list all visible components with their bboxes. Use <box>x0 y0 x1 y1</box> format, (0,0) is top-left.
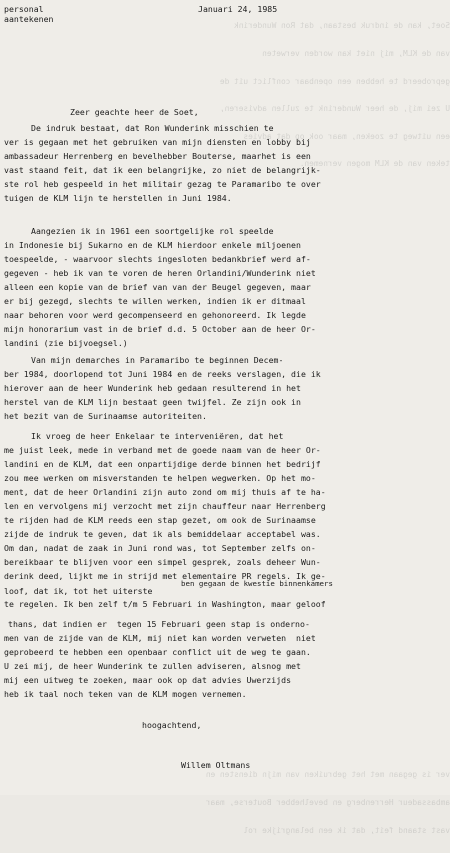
letter-line: landini en de KLM, dat een onpartijdige derde binnen het bedrijf <box>4 459 321 469</box>
letter-line: len en vervolgens mij verzocht met zijn chauffeur naar Herrenberg <box>4 501 326 511</box>
letter-line: te regelen. Ik ben zelf t/m 5 Februari in Washington, maar geloof <box>4 599 326 609</box>
letter-line: derink deed, lijkt me in strijd met elementaire PR regels. Ik ge- <box>4 571 326 581</box>
letter-line: alleen een kopie van de brief van van der Beugel gegeven, maar <box>4 282 311 292</box>
letter-line: loof, dat ik, tot het uiterste <box>4 586 153 596</box>
interlinear-insertion: ben gegaan de kwestie binnenkamers <box>181 579 333 588</box>
letter-line: U zei mij, de heer Wunderink te zullen adviseren, alsnog met <box>4 661 301 671</box>
closing: hoogachtend, <box>142 720 202 730</box>
letter-line: zou mee werken om misverstanden te helpen wegwerken. Op het mo- <box>4 473 316 483</box>
letter-line: Ik vroeg de heer Enkelaar te interveniëren, dat het <box>31 431 284 441</box>
bleed-line: een uitweg te zoeken, maar ook op dat advies <box>243 131 450 141</box>
letter-line: te rijden had de KLM reeds een stap gezet, om ook de Surinaamse <box>4 515 316 525</box>
letter-line: ment, dat de heer Orlandini zijn auto zond om mij thuis af te ha- <box>4 487 326 497</box>
bleed-line: vast staand feit, dat ik een belangrijke rol <box>243 825 450 835</box>
bleed-through-text-bottom <box>80 752 450 853</box>
letter-line: tuigen de KLM lijn te herstellen in Juni 1984. <box>4 193 232 203</box>
letter-line: bereikbaar te blijven voor een simpel gesprek, zoals deheer Wun- <box>4 557 321 567</box>
bleed-line: ver is gegaan met het gebruiken van mijn diensten en <box>205 770 450 780</box>
letter-line: men van de zijde van de KLM, mij niet kan worden verweten niet <box>4 633 316 643</box>
letter-line: in Indonesie bij Sukarno en de KLM hierdoor enkele miljoenen <box>4 240 301 250</box>
letter-line: ver is gegaan met het gebruiken van mijn diensten en lobby bij <box>4 137 311 147</box>
registered-mail-label: aantekenen <box>4 14 54 24</box>
letter-date: Januari 24, 1985 <box>198 4 278 14</box>
letter-line: me juist leek, mede in verband met de goede naam van de heer Or- <box>4 445 321 455</box>
letter-line: De indruk bestaat, dat Ron Wunderink misschien te <box>31 123 274 133</box>
letter-line: het bezit van de Surinaamse autoriteiten. <box>4 411 207 421</box>
letter-line: zijde de indruk te geven, dat ik als bemiddelaar acceptabel was. <box>4 529 321 539</box>
bleed-line: U zei mij, de heer Wunderink te zullen adviseren, <box>219 104 450 114</box>
letter-line: Aangezien ik in 1961 een soortgelijke rol speelde <box>31 226 274 236</box>
letter-line: mijn honorarium vast in de brief d.d. 5 October aan de heer Or- <box>4 324 316 334</box>
letter-line: mij een uitweg te zoeken, maar ook op dat advies Uwerzijds <box>4 675 292 685</box>
letter-line: ambassadeur Herrenberg en bevelhebber Bouterse, maarhet is een <box>4 151 311 161</box>
letter-line: ber 1984, doorlopend tot Juni 1984 en de reeks verslagen, die ik <box>4 369 321 379</box>
salutation: Zeer geachte heer de Soet, <box>70 107 199 117</box>
letter-line: gegeven - heb ik van te voren de heren Orlandini/Wunderink niet <box>4 268 316 278</box>
letter-line: heb ik taal noch teken van de KLM mogen vernemen. <box>4 689 247 699</box>
letter-line: herstel van de KLM lijn bestaat geen twijfel. Ze zijn ook in <box>4 397 301 407</box>
letter-line: Om dan, nadat de zaak in Juni rond was, tot September zelfs on- <box>4 543 316 553</box>
bleed-line: teken van de KLM mogen vernemen. <box>299 159 450 169</box>
signature-name: Willem Oltmans <box>181 760 251 770</box>
bleed-line: geprobeerd te hebben een openbaar conflict uit de <box>219 76 450 86</box>
bleed-line: van de KLM, mij niet kan worden verweten <box>262 49 450 59</box>
letter-line: naar behoren voor werd gecompenseerd en gehonoreerd. Ik legde <box>4 310 306 320</box>
letter-line: hierover aan de heer Wunderink heb gedaan resulterend in het <box>4 383 301 393</box>
letter-line: landini (zie bijvoegsel.) <box>4 338 128 348</box>
letter-line: er bij gezegd, slechts te willen werken, indien ik er ditmaal <box>4 296 306 306</box>
letter-line: thans, dat indien er tegen 15 Februari geen stap is onderno- <box>8 619 310 629</box>
letter-line: ste rol heb gespeeld in het militair gezag te Paramaribo te over <box>4 179 321 189</box>
letter-line: geprobeerd te hebben een openbaar conflict uit de weg te gaan. <box>4 647 311 657</box>
personal-label: personal <box>4 4 44 14</box>
letter-line: Van mijn demarches in Paramaribo te beginnen Decem- <box>31 355 284 365</box>
letter-line: vast staand feit, dat ik een belangrijke, zo niet de belangrijk- <box>4 165 321 175</box>
bleed-line: ambassadeur Herrenberg en bevelhebber Bouterse, maar <box>205 798 450 808</box>
letter-line: toespeelde, - waarvoor slechts ingesloten bedankbrief werd af- <box>4 254 311 264</box>
bleed-line: Soet, kan de indruk bestaan, dat Ron Wunderink <box>234 21 450 31</box>
